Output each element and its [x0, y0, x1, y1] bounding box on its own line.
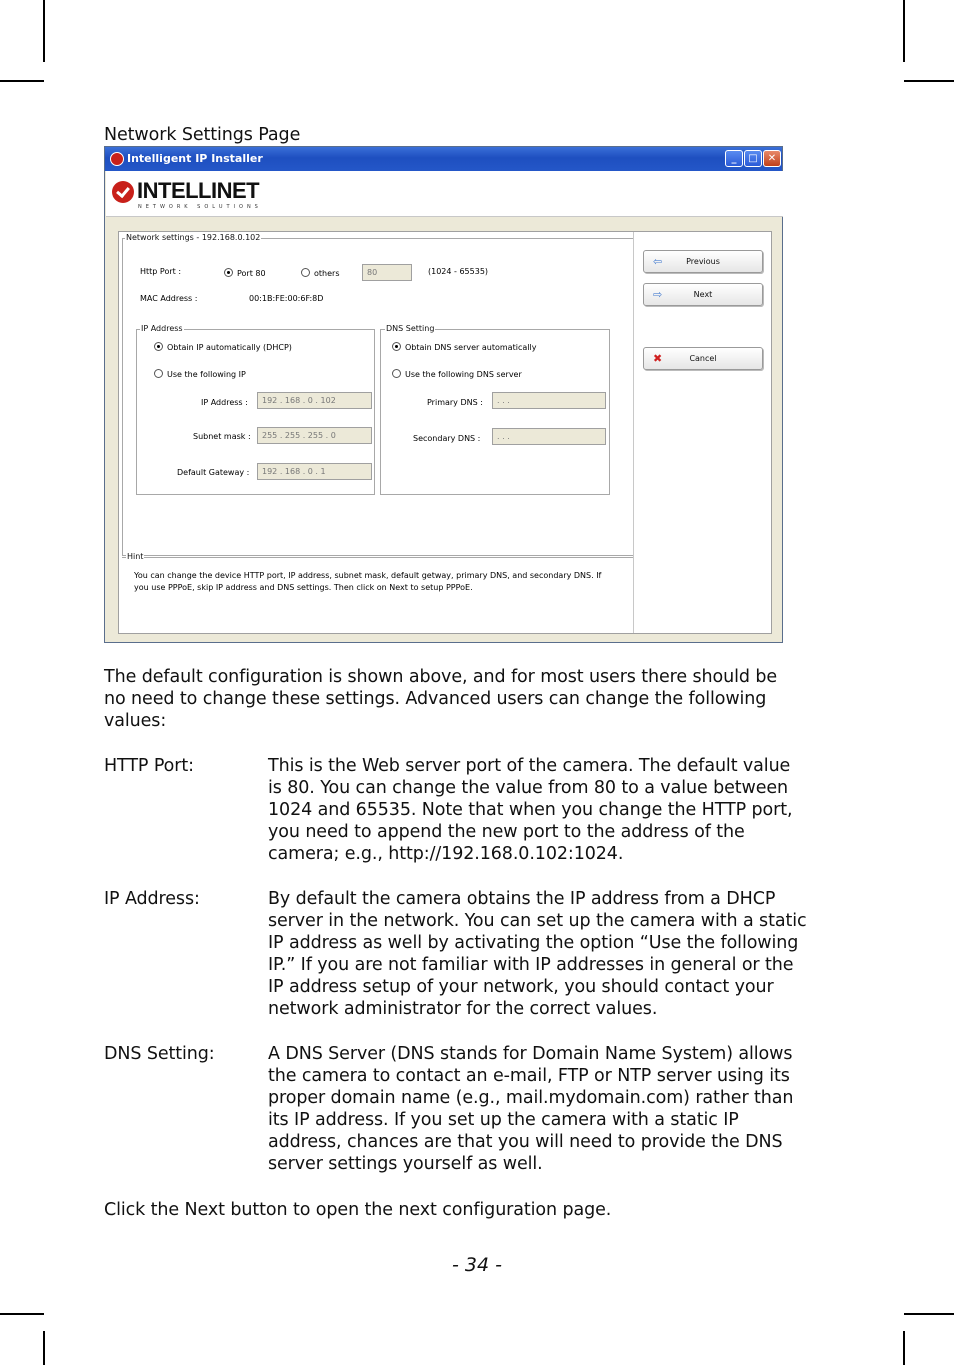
page-number: - 34 -	[452, 1254, 502, 1276]
others-radio[interactable]	[301, 268, 310, 277]
dns-auto-radio[interactable]	[392, 342, 401, 351]
mac-value: 00:1B:FE:00:6F:8D	[249, 294, 324, 303]
intro-line-3: values:	[104, 711, 167, 731]
definition-line: proper domain name (e.g., mail.mydomain.com) rather than	[268, 1088, 794, 1108]
mac-label: MAC Address :	[140, 294, 198, 303]
dhcp-radio[interactable]	[154, 342, 163, 351]
definition-line: By default the camera obtains the IP address from a DHCP	[268, 889, 776, 909]
definition-line: 1024 and 65535. Note that when you change the HTTP port,	[268, 800, 793, 820]
window-title: Intelligent IP Installer	[127, 152, 263, 165]
arrow-right-icon: ⇨	[653, 288, 663, 301]
subnet-input[interactable]: 255 . 255 . 255 . 0	[257, 427, 372, 444]
definition-text	[268, 1043, 848, 1175]
subnet-label: Subnet mask :	[193, 432, 251, 441]
definition-line: you need to append the new port to the address of the	[268, 822, 745, 842]
logo-subtitle: NETWORK SOLUTIONS	[138, 204, 262, 210]
port80-label: Port 80	[237, 269, 266, 278]
crop-mark-top-right-h	[904, 80, 954, 82]
logo-banner	[106, 171, 783, 217]
dns-auto-label: Obtain DNS server automatically	[405, 343, 537, 352]
definition-line: This is the Web server port of the camera. The default value	[268, 756, 791, 776]
hint-divider	[122, 557, 634, 558]
secondary-dns-label: Secondary DNS :	[413, 434, 481, 443]
dns-manual-label: Use the following DNS server	[405, 370, 522, 379]
dns-group-label: DNS Setting	[386, 324, 435, 333]
crop-mark-bottom-right-v	[903, 1331, 905, 1365]
port-range-text: (1024 - 65535)	[428, 267, 489, 276]
gateway-label: Default Gateway :	[177, 468, 250, 477]
definition-http-port	[104, 755, 849, 867]
definition-line: server in the network. You can set up the camera with a static	[268, 911, 807, 931]
primary-dns-input[interactable]: . . .	[492, 392, 606, 409]
intro-line-2: no need to change these settings. Advanced users can change the following	[104, 689, 767, 709]
close-button[interactable]: ✕	[763, 150, 781, 167]
previous-button[interactable]: ⇦ Previous	[643, 250, 763, 273]
definition-ip-address	[104, 888, 849, 1022]
crop-mark-bottom-right-h	[904, 1313, 954, 1315]
primary-dns-label: Primary DNS :	[427, 398, 483, 407]
static-ip-radio[interactable]	[154, 369, 163, 378]
maximize-button[interactable]: □	[744, 150, 762, 167]
crop-mark-top-right-v	[903, 0, 905, 62]
dns-setting-group	[380, 329, 610, 495]
title-bar[interactable]	[105, 147, 782, 171]
definition-line: IP.” If you are not familiar with IP addresses in general or the	[268, 955, 794, 975]
next-button[interactable]: ⇨ Next	[643, 283, 763, 306]
definition-text	[268, 888, 848, 1020]
settings-panel	[118, 231, 772, 634]
definition-line: A DNS Server (DNS stands for Domain Name System) allows	[268, 1044, 793, 1064]
definition-term: DNS Setting:	[104, 1044, 215, 1064]
hint-label: Hint	[127, 552, 144, 561]
definition-line: its IP address. If you set up the camera with a static IP	[268, 1110, 739, 1130]
definition-term: IP Address:	[104, 889, 200, 909]
port80-radio[interactable]	[224, 268, 233, 277]
definition-line: is 80. You can change the value from 80 to a value between	[268, 778, 789, 798]
arrow-left-icon: ⇦	[653, 255, 663, 268]
http-port-label: Http Port :	[140, 267, 182, 276]
intellinet-logo-icon	[112, 181, 134, 203]
dhcp-label: Obtain IP automatically (DHCP)	[167, 343, 292, 352]
hint-line-1: You can change the device HTTP port, IP address, subnet mask, default getway, primary DNS, and secondary DNS. If	[134, 571, 602, 580]
definition-text	[268, 755, 848, 865]
definition-line: IP address setup of your network, you should contact your	[268, 977, 774, 997]
action-sidebar	[633, 232, 771, 633]
definition-term: HTTP Port:	[104, 756, 194, 776]
definition-line: address, chances are that you will need to provide the DNS	[268, 1132, 783, 1152]
hint-line-2: you use PPPoE, skip IP address and DNS settings. Then click on Next to setup PPPoE.	[134, 583, 473, 592]
definition-line: camera; e.g., http://192.168.0.102:1024.	[268, 844, 624, 864]
port-input[interactable]: 80	[362, 264, 412, 281]
dns-manual-radio[interactable]	[392, 369, 401, 378]
definition-line: the camera to contact an e-mail, FTP or NTP server using its	[268, 1066, 790, 1086]
definition-line: server settings yourself as well.	[268, 1154, 543, 1174]
crop-mark-top-left-h	[0, 80, 44, 82]
closing-paragraph: Click the Next button to open the next configuration page.	[104, 1200, 612, 1220]
intro-line-1: The default configuration is shown above, and for most users there should be	[104, 667, 778, 687]
ip-address-input[interactable]: 192 . 168 . 0 . 102	[257, 392, 372, 409]
section-heading: Network Settings Page	[104, 125, 301, 145]
crop-mark-top-left-v	[43, 0, 45, 62]
installer-window	[104, 146, 783, 643]
cancel-button[interactable]: ✖ Cancel	[643, 347, 763, 370]
definition-line: network administrator for the correct values.	[268, 999, 658, 1019]
logo-text: INTELLINET	[137, 178, 260, 203]
ip-address-group-label: IP Address	[141, 324, 183, 333]
others-label: others	[314, 269, 340, 278]
gateway-input[interactable]: 192 . 168 . 0 . 1	[257, 463, 372, 480]
app-icon	[110, 152, 124, 166]
static-ip-label: Use the following IP	[167, 370, 246, 379]
ip-address-label: IP Address :	[201, 398, 248, 407]
crop-mark-bottom-left-v	[43, 1331, 45, 1365]
intro-paragraph	[104, 666, 844, 732]
network-settings-label: Network settings - 192.168.0.102	[126, 233, 261, 242]
secondary-dns-input[interactable]: . . .	[492, 428, 606, 445]
crop-mark-bottom-left-h	[0, 1313, 44, 1315]
definition-line: IP address as well by activating the option “Use the following	[268, 933, 799, 953]
minimize-button[interactable]: _	[725, 150, 743, 167]
cancel-x-icon: ✖	[653, 352, 663, 365]
definition-dns-setting	[104, 1043, 849, 1177]
